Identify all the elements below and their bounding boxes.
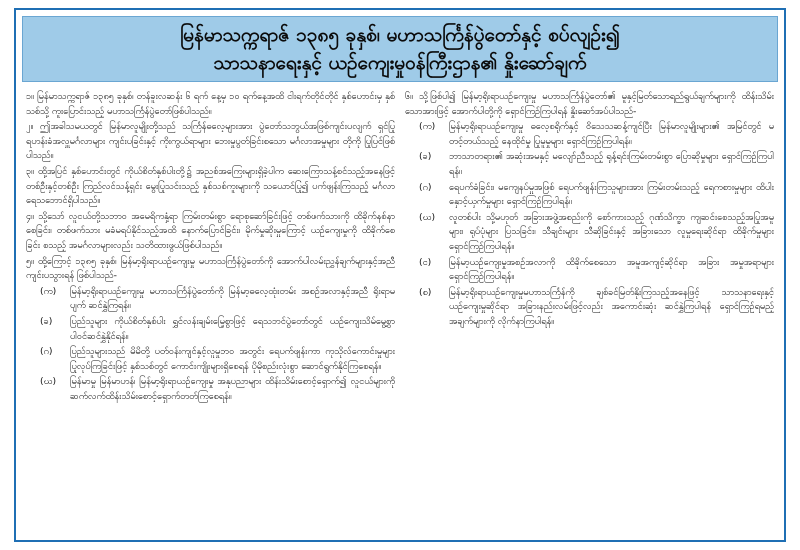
paragraph-number: ၁။	[26, 91, 34, 102]
list-item	[26, 315, 395, 344]
list-item	[405, 150, 774, 179]
item-label: (က)	[40, 285, 57, 297]
list-item	[405, 181, 774, 210]
paragraph-number: ၂။	[26, 121, 34, 133]
list-item	[405, 211, 774, 255]
list-item	[26, 285, 395, 314]
right-column	[405, 90, 774, 532]
list-item	[26, 375, 395, 404]
item-label: (ခ)	[40, 315, 53, 327]
paragraph-1	[26, 90, 395, 119]
item-text: မြန်မာ့ရိုးရာယဉ်ကျေးမှု ဓလေ့စရိုက်နှင့် ဝိသေသဆန့်ကျင်ပြီး မြန်မာလူမျိုးများ၏ အမြင်တွင် မတင့်တယ်သည့် နေထိုင်မှု ပြုမူမှုများ ရှောင်ကြဉ်ကြပါရန်။	[449, 121, 774, 147]
item-label: (ဃ)	[419, 211, 436, 223]
header-title-line-1: မြန်မာသက္ကရာဇ် ၁၃၈၅ ခုနှစ်၊ မဟာသင်္ကြန်ပွဲတော်နှင့် စပ်လျဉ်း၍	[179, 24, 621, 46]
item-text: ဘာသာတရား၏ အဆုံးအမနှင့် မလျော်ညီသည့် ရုန့်ရင်းကြမ်းတမ်းစွာ ပြောဆိုမှုများ ရှောင်ကြဉ်ကြပါရန်။	[449, 151, 774, 177]
item-text: မြန်မာ့ရိုးရာယဉ်ကျေးမှု မဟာသင်္ကြန်ပွဲတော်ကို မြန်မာ့ဓလေ့ထုံးတမ်း အစဉ်အလာနှင့်အညီ ရိုးရာမပျက် ဆင်နွှဲကြရန်။	[70, 285, 395, 312]
paragraph-2	[26, 120, 395, 164]
item-label: (ခ)	[419, 151, 432, 163]
paragraph-number: ၃။	[26, 165, 34, 177]
item-label: (ဂ)	[419, 181, 432, 193]
item-label: (ဂ)	[40, 346, 53, 358]
paragraph-text: ဤအခါသမယတွင် မြန်မာလူမျိုးတို့သည် သင်္ကြန်ဓလေ့များအား ပွဲတော်သဘွယ်အဖြစ်ကျင်းပလျက် ရှင်ပြုရဟန်းခံအလှူမင်္ဂလာများ ကျင်းပခြင်းနှင့် ကိုးကွယ်ရာများ ဘေးမှုပွတ်ခြင်းစသော မင်္ဂလာအမှုများ တိုကို ပြုပြင်ဖြစ်ပါသည်။	[26, 121, 395, 162]
item-label: (င)	[419, 256, 432, 268]
item-text: ပြည်သူများသည် မိမိတို့ ပတ်ဝန်းကျင်နှင့်လူမှုဘဝ အတွင်း ရေပက်ဖျန်းကာ ကုသိုလ်ကောင်းမှုများ ပြုလုပ်ကြခြင်းဖြင့် နှစ်သစ်တွင် ကောင်းကျိုးများရှိစေရန် ပိုမိုစည်းလုံးစွာ ဆောင်ရွက်နိုင်ကြစေရန်။	[70, 346, 395, 372]
item-text: မြန်မာ့ရိုးရာယဉ်ကျေးမှုမဟာသင်္ကြန်ကို ချစ်ခင်မြတ်နိုးကြသည့်အနေဖြင့် သာသနာရေးနှင့် ယဉ်ကျေးမှုဆိုင်ရာ အခြားနည်းလမ်းဖြင့်လည်း အကောင်းဆုံး ဆင်နွှဲကြပါရန် ရှောင်ကြဉ်ရမည့်အချက်များကို လိုက်နာကြပါရန်။	[449, 286, 774, 327]
notice-document	[14, 8, 786, 542]
item-text: လူတစ်ပါး သို့မဟုတ် အခြားအဖွဲ့အစည်းကို စော်ကားသည့် ဂုဏ်သိက္ခာ ကျဆင်းစေသည့်အပြုအမူများ၊ ရုပ်ပုံများ ပြသခြင်း၊ သီချင်းများ သီဆိုခြင်းနှင့် အခြားသော လူမှုရေးဆိုင်ရာ ထိခိုက်မှုများ ရှောင်ကြဉ်ကြပါရန်။	[449, 211, 774, 252]
paragraph-text: မြန်မာသက္ကရာဇ် ၁၃၈၅ ခုနှစ်၊ တန်ခူးလဆန်း ၆ ရက် နေ့မှ ၁၀ ရက်နေ့အထိ ငါးရက်တိုင်တိုင် နှစ်ဟောင်းမှ နှစ်သစ်သို့ ကူးပြောင်းသည့် မဟာသင်္ကြန်ပွဲတော်ဖြစ်ပါသည်။	[26, 91, 395, 117]
item-text: ရေပက်ခံခြင်း၊ မကျေနပ်မှုအဖြစ် ရေပက်ဖျန်းကြသူများအား ကြမ်းတမ်းသည့် ရေကစားမှုများ ထိပါးနှောင့်ယှက်မှုများ ရှောင်ကြဉ်ကြပါရန်။	[449, 181, 774, 208]
list-item	[405, 286, 774, 330]
paragraph-5	[26, 255, 395, 284]
list-item	[26, 345, 395, 374]
paragraph-number: ၆။	[405, 91, 413, 102]
paragraph-text: သို့ဖြစ်ပါ၍ မြန်မာ့ရိုးရာယဉ်ကျေးမှု မဟာသင်္ကြန်ပွဲတော်၏ မူနှင့်မြတ်သောရည်ရွယ်ချက်များကို ထိန်းသိမ်းသောအားဖြင့် အောက်ပါတို့ကို ရှောင်ကြဉ်ကြပါရန် နှိုးဆော်အပ်ပါသည်-	[405, 91, 774, 117]
paragraph-number: ၅။	[26, 255, 34, 267]
header-title-line-2: သာသနာရေးနှင့် ယဉ်ကျေးမှုဝန်ကြီးဌာန၏ နှိုးဆော်ချက်	[213, 52, 587, 74]
paragraph-4	[26, 210, 395, 254]
list-item	[405, 256, 774, 285]
paragraph-text: ထို့ကြောင့် ၁၃၈၅ ခုနှစ်၊ မြန်မာ့ရိုးရာယဉ်ကျေးမှု မဟာသင်္ကြန်ပွဲတော်ကို အောက်ပါလမ်းညွှန်ချက်များနှင့်အညီ ကျင်းပသွားရန် ဖြစ်ပါသည်-	[26, 255, 395, 282]
item-text: ပြည်သူများ ကိုယ်စိတ်နှစ်ပါး ရွှင်လန်းချမ်းမြေ့စွာဖြင့် ရေသဘင်ပွဲတော်တွင် ယဉ်ကျေးသိမ်မွေ့စွာ ပါဝင်ဆင်နွှဲနိုင်ရန်။	[70, 315, 395, 342]
paragraph-text: ထို့အပြင် နှစ်ဟောင်းတွင် ကိုယ်စိတ်နှစ်ပါးတို့၌ အညစ်အကြေးများရှိခဲ့ပါက ဆေးကြောသန့်စင်သည့်အနေဖြင့် တစ်ဦးနှင့်တစ်ဦး ကြည်လင်သန့်ရှင်း မွေးပြုသင်းသည့် နှစ်သစ်ကူးများကို သယောင်ပြု၍ ပက်ဖျန်းကြသည့် မင်္ဂလာရေသဘောင်ရှိပါသည်။	[26, 165, 395, 207]
item-label: (စ)	[419, 286, 432, 298]
item-label: (က)	[419, 121, 436, 133]
paragraph-6	[405, 90, 774, 119]
list-item	[405, 120, 774, 149]
notice-body	[26, 90, 774, 532]
item-label: (ဃ)	[40, 376, 57, 388]
paragraph-number: ၄။	[26, 210, 34, 222]
item-text: မြန်မာ့ယဉ်ကျေးမှုအစဉ်အလာကို ထိခိုက်စေသော အမူအကျင့်ဆိုင်ရာ အခြား အမှုအရာများ ရှောင်ကြဉ်ကြပါရန်။	[449, 256, 774, 283]
paragraph-text: သို့သော် လူငယ်တို့သဘာဝ အမေရိကနှံ့ရာ ကြမ်းတမ်းစွာ ရောစုဆော်ခြင်းဖြင့် တစ်ဖက်သားကို ထိခိုက်နစ်နာစေခြင်း၊ တစ်ဖက်သား မခံမရပ်နိုင်သည့်အထိ နောက်ပြောင်ခြင်း၊ မိုက်မှုဆိုးမှုကြောင့် ယဉ်ကျေးမှုကို ထိခိုက်စေခြင်း စသည့် အမင်္ဂလာများလည်း သတိထားဖွယ်ဖြစ်ပါသည်။	[26, 210, 395, 251]
paragraph-3	[26, 165, 395, 209]
left-column	[26, 90, 395, 532]
item-text: မြန်မာမှု မြန်မာဟန်၊ မြန်မာ့ရိုးရာယဉ်ကျေးမှု အနုပညာများ ထိန်းသိမ်းစောင့်ရှောက်၍ လူငယ်များကို ဆက်လက်ထိန်းသိမ်းစောင့်ရှောက်တတ်ကြစေရန်။	[70, 376, 395, 402]
notice-header	[22, 16, 778, 82]
